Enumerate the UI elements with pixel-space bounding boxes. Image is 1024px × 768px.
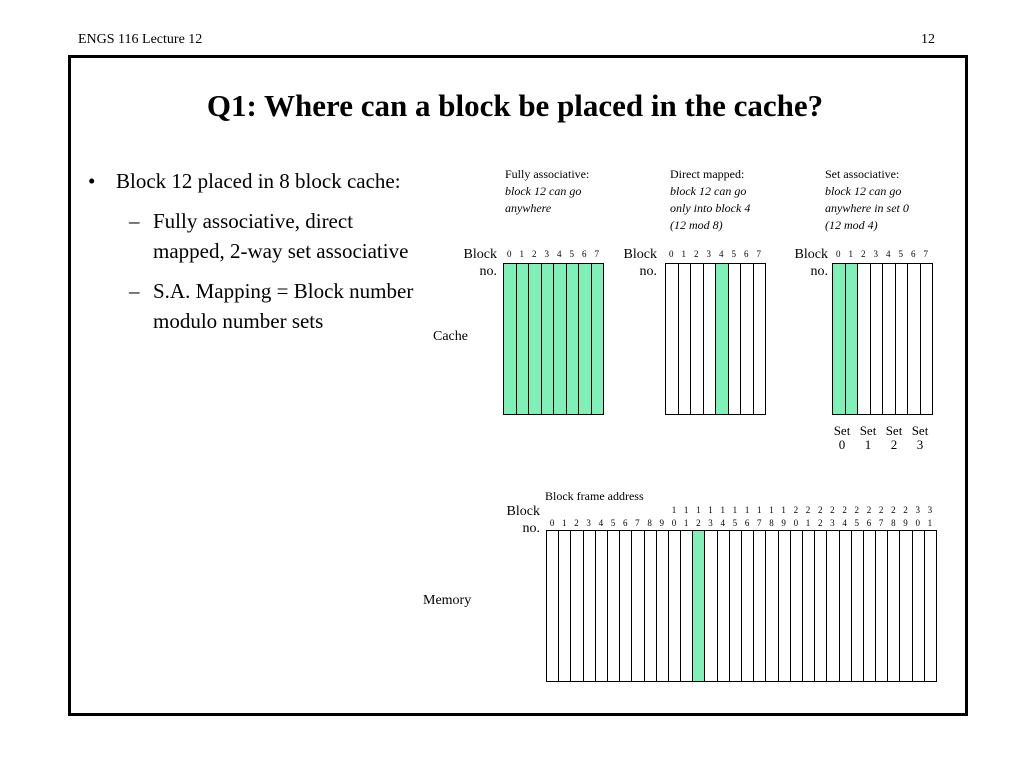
memory-ones-number: 6 — [622, 518, 628, 528]
set-cache-block — [870, 263, 884, 415]
memory-tens-number: 1 — [744, 505, 750, 515]
direct-cache-number: 3 — [706, 249, 711, 259]
set-cache-number: 0 — [836, 249, 841, 259]
set-label-2 — [881, 424, 907, 452]
direct-cache-block — [728, 263, 742, 415]
memory-blocks — [546, 530, 937, 682]
block-word: Block — [463, 247, 497, 262]
direct-cache-number: 0 — [669, 249, 674, 259]
set-cache-number: 2 — [861, 249, 866, 259]
memory-ones-number: 6 — [866, 518, 872, 528]
direct-cache-block — [740, 263, 754, 415]
memory-tens-number — [631, 505, 643, 515]
set-number: 0 — [838, 437, 846, 452]
memory-tens-number: 2 — [878, 505, 884, 515]
memory-tens-number: 2 — [854, 505, 860, 515]
memory-tens-number: 2 — [830, 505, 835, 515]
memory-ones-number: 0 — [793, 518, 799, 528]
set-cache-block — [882, 263, 896, 415]
block-word: Block — [506, 504, 540, 519]
direct-cache-number: 5 — [731, 249, 736, 259]
no-word: no. — [522, 521, 540, 536]
fully-cache-number: 1 — [519, 249, 524, 259]
memory-label: Memory — [423, 593, 472, 608]
set-cache-number: 6 — [911, 249, 916, 259]
fully-block-numbers — [503, 249, 603, 259]
fully-cache-block — [528, 263, 542, 415]
memory-tens-number: 3 — [915, 505, 920, 515]
set-cache-block — [907, 263, 921, 415]
no-word: no. — [810, 264, 828, 279]
set-cache-block — [845, 263, 859, 415]
set-title: Set associative: — [825, 167, 900, 181]
memory-ones-digits — [546, 518, 936, 528]
memory-tens-number: 3 — [927, 505, 933, 515]
fully-caption — [505, 166, 589, 217]
memory-ones-number: 4 — [598, 518, 604, 528]
memory-tens-number — [619, 505, 631, 515]
memory-ones-number: 0 — [671, 518, 677, 528]
direct-caption — [670, 166, 750, 234]
fully-cache-block — [553, 263, 567, 415]
set-cache-number: 1 — [848, 249, 853, 259]
fully-cache-block — [503, 263, 517, 415]
memory-tens-number: 1 — [769, 505, 774, 515]
set-labels — [829, 424, 933, 452]
memory-ones-number: 2 — [696, 518, 701, 528]
memory-tens-number — [583, 505, 595, 515]
fully-cache-number: 6 — [582, 249, 587, 259]
set-label-3 — [907, 424, 933, 452]
sub-bullet-text: S.A. Mapping = Block number modulo number sets — [153, 279, 414, 333]
memory-tens-number: 2 — [817, 505, 823, 515]
direct-cache-number: 1 — [681, 249, 686, 259]
direct-cache-blocks — [665, 263, 766, 415]
cache-label: Cache — [433, 329, 468, 344]
memory-tens-digits — [546, 505, 936, 515]
memory-tens-number: 1 — [757, 505, 762, 515]
memory-ones-number: 0 — [915, 518, 920, 528]
memory-ones-number: 3 — [586, 518, 591, 528]
memory-tens-number — [570, 505, 582, 515]
direct-cache-number: 6 — [744, 249, 749, 259]
memory-tens-number: 1 — [696, 505, 701, 515]
direct-line1: block 12 can go — [670, 184, 747, 198]
fully-cache-number: 7 — [594, 249, 599, 259]
direct-line2: only into block 4 — [670, 201, 751, 215]
direct-cache-number: 2 — [694, 249, 699, 259]
bullet-marker: • — [88, 169, 96, 193]
memory-ones-number: 1 — [805, 518, 811, 528]
bullet-main — [88, 166, 418, 196]
memory-tens-number — [595, 505, 607, 515]
memory-tens-number: 2 — [842, 505, 847, 515]
memory-tens-number: 2 — [793, 505, 799, 515]
memory-ones-number: 9 — [903, 518, 908, 528]
set-block-numbers — [832, 249, 932, 259]
fully-cache-number: 3 — [544, 249, 549, 259]
direct-cache-block — [703, 263, 717, 415]
direct-cache-block — [715, 263, 729, 415]
no-word: no. — [479, 264, 497, 279]
direct-block-numbers — [665, 249, 765, 259]
direct-line3: (12 mod 8) — [670, 218, 723, 232]
set-line2: anywhere in set 0 — [825, 201, 909, 215]
direct-title: Direct mapped: — [670, 167, 745, 181]
memory-tens-number: 2 — [903, 505, 908, 515]
bullet-main-text: Block 12 placed in 8 block cache: — [116, 169, 401, 193]
fully-cache-block — [591, 263, 605, 415]
memory-ones-number: 7 — [878, 518, 884, 528]
set-word: Set — [911, 423, 929, 438]
set-word: Set — [885, 423, 903, 438]
fully-cache-block — [541, 263, 555, 415]
fully-line2: anywhere — [505, 201, 552, 215]
memory-ones-number: 0 — [549, 518, 555, 528]
fully-cache-number: 2 — [532, 249, 537, 259]
memory-tens-number — [558, 505, 570, 515]
set-line1: block 12 can go — [825, 184, 902, 198]
set-label-0 — [829, 424, 855, 452]
memory-block — [924, 530, 937, 682]
set-cache-number: 4 — [886, 249, 891, 259]
memory-ones-number: 2 — [574, 518, 579, 528]
memory-tens-number: 1 — [671, 505, 677, 515]
memory-ones-number: 7 — [757, 518, 762, 528]
direct-cache-block — [678, 263, 692, 415]
memory-ones-number: 7 — [635, 518, 640, 528]
set-word: Set — [833, 423, 851, 438]
memory-ones-number: 1 — [927, 518, 933, 528]
fully-cache-number: 5 — [569, 249, 574, 259]
set-word: Set — [859, 423, 877, 438]
memory-tens-number: 2 — [805, 505, 811, 515]
memory-tens-number: 1 — [720, 505, 725, 515]
set-label-1 — [855, 424, 881, 452]
fully-cache-blocks — [503, 263, 604, 415]
memory-tens-number: 1 — [683, 505, 689, 515]
direct-cache-block — [690, 263, 704, 415]
set-number: 2 — [890, 437, 898, 452]
set-cache-number: 3 — [873, 249, 878, 259]
block-label-direct — [621, 246, 657, 280]
block-word: Block — [623, 247, 657, 262]
memory-ones-number: 8 — [647, 518, 652, 528]
direct-cache-block — [753, 263, 767, 415]
set-number: 3 — [916, 437, 924, 452]
memory-ones-number: 2 — [817, 518, 823, 528]
set-number: 1 — [864, 437, 872, 452]
fully-cache-block — [578, 263, 592, 415]
course-header: ENGS 116 Lecture 12 — [78, 32, 203, 47]
sub-bullet-2 — [88, 276, 418, 336]
memory-ones-number: 5 — [854, 518, 860, 528]
memory-ones-number: 5 — [732, 518, 738, 528]
set-cache-blocks — [832, 263, 933, 415]
page-number: 12 — [921, 32, 935, 47]
memory-ones-number: 3 — [830, 518, 835, 528]
memory-tens-number: 1 — [781, 505, 786, 515]
block-label-set — [792, 246, 828, 280]
sub-bullet-marker: – — [129, 209, 140, 233]
set-caption — [825, 166, 909, 234]
memory-ones-number: 9 — [781, 518, 786, 528]
fully-cache-block — [566, 263, 580, 415]
memory-ones-number: 9 — [659, 518, 665, 528]
memory-ones-number: 4 — [842, 518, 847, 528]
frame-address-label: Block frame address — [545, 489, 644, 503]
memory-tens-number — [644, 505, 656, 515]
fully-cache-number: 4 — [557, 249, 562, 259]
fully-cache-block — [516, 263, 530, 415]
set-cache-block — [857, 263, 871, 415]
set-cache-block — [920, 263, 934, 415]
no-word: no. — [639, 264, 657, 279]
memory-ones-number: 3 — [708, 518, 713, 528]
fully-title: Fully associative: — [505, 167, 590, 181]
set-line3: (12 mod 4) — [825, 218, 878, 232]
memory-tens-number: 1 — [732, 505, 738, 515]
memory-tens-number: 2 — [891, 505, 896, 515]
direct-cache-number: 7 — [756, 249, 761, 259]
direct-cache-number: 4 — [719, 249, 724, 259]
memory-ones-number: 1 — [683, 518, 689, 528]
memory-ones-number: 5 — [610, 518, 616, 528]
sub-bullet-marker: – — [129, 279, 140, 303]
memory-tens-number: 1 — [708, 505, 713, 515]
sub-bullet-1 — [88, 206, 418, 266]
fully-cache-number: 0 — [507, 249, 512, 259]
set-cache-block — [895, 263, 909, 415]
memory-ones-number: 8 — [769, 518, 774, 528]
fully-line1: block 12 can go — [505, 184, 582, 198]
slide-title: Q1: Where can a block be placed in the cache? — [206, 88, 824, 123]
memory-ones-number: 8 — [891, 518, 896, 528]
memory-ones-number: 4 — [720, 518, 725, 528]
bullet-list — [88, 166, 418, 336]
set-cache-number: 5 — [898, 249, 903, 259]
set-cache-number: 7 — [923, 249, 928, 259]
set-cache-block — [832, 263, 846, 415]
memory-tens-number — [546, 505, 558, 515]
block-label-fully — [461, 246, 497, 280]
memory-tens-number: 2 — [866, 505, 872, 515]
direct-cache-block — [665, 263, 679, 415]
sub-bullet-text: Fully associative, direct mapped, 2-way set associative — [153, 209, 409, 263]
memory-tens-number — [607, 505, 619, 515]
memory-ones-number: 6 — [744, 518, 750, 528]
memory-tens-number — [656, 505, 668, 515]
memory-ones-number: 1 — [562, 518, 567, 528]
block-label-memory — [501, 503, 540, 537]
block-word: Block — [794, 247, 828, 262]
